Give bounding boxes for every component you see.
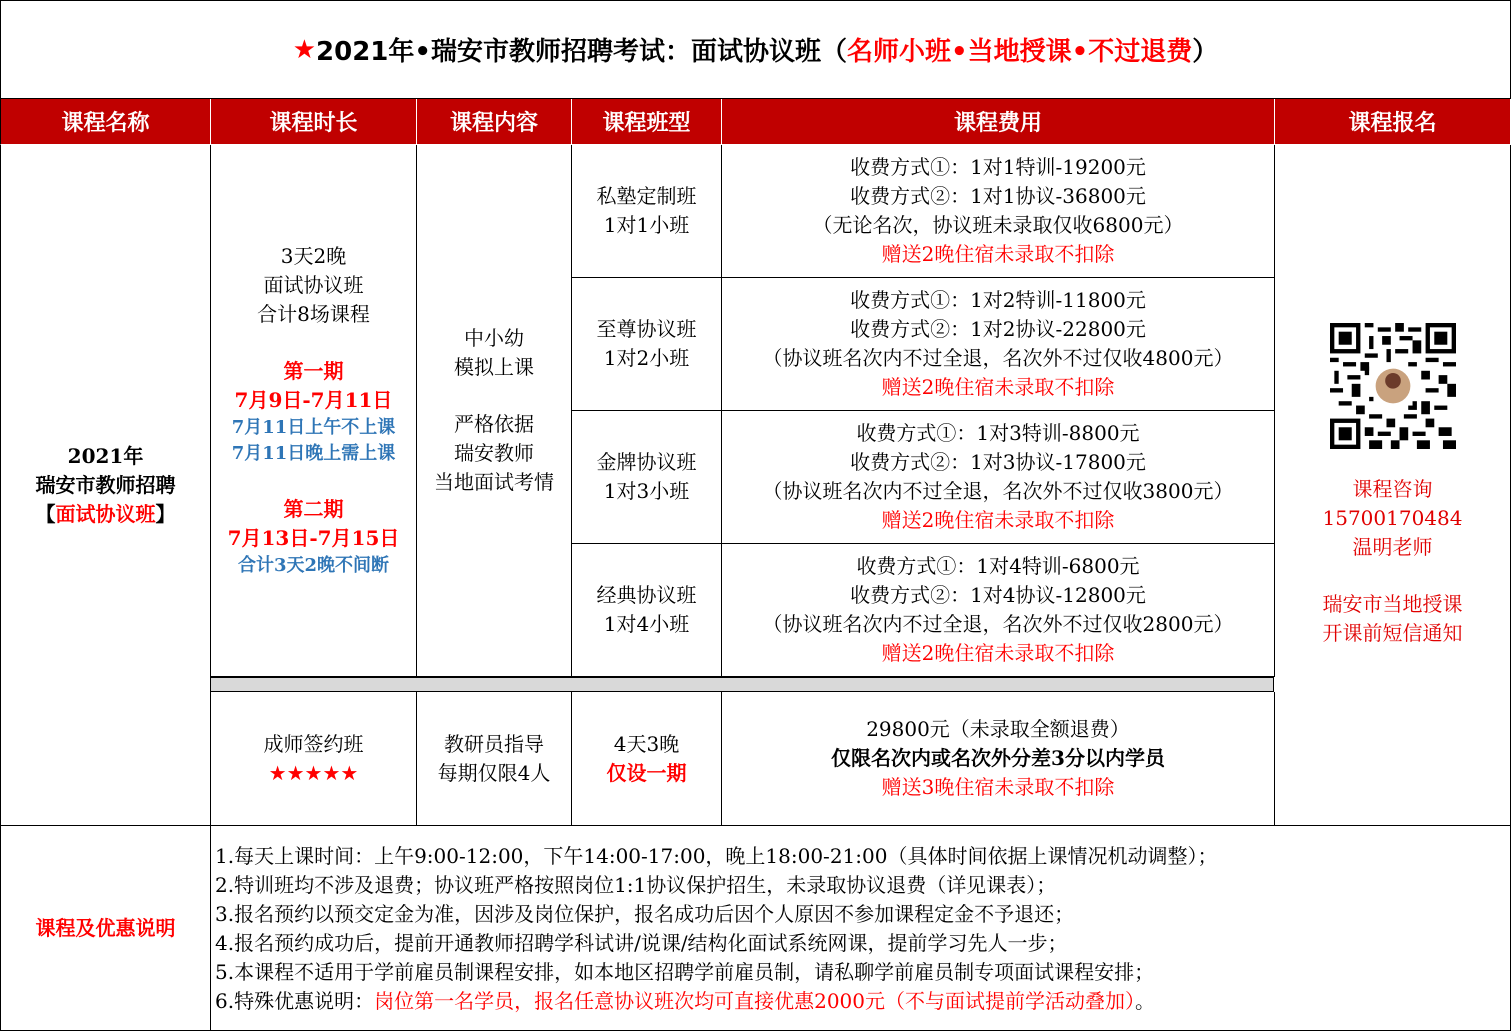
class-type-cell	[572, 544, 722, 677]
fee-option-2: 收费方式②：1对1协议-36800元	[850, 184, 1146, 208]
special-eligibility: 仅限名次内或名次外分差3分以内学员	[831, 746, 1165, 770]
note-item: 3.报名预约以预交定金为准，因涉及岗位保护，报名成功后因个人原因不参加课程定金不予退还；	[215, 902, 1075, 926]
fee-cell	[722, 544, 1275, 677]
special-type-cell	[572, 692, 722, 826]
fee-gift: 赠送2晚住宿未录取不扣除	[881, 641, 1115, 665]
course-title: 瑞安市教师招聘	[35, 472, 176, 497]
duration-line2: 面试协议班	[263, 273, 364, 297]
note-item: 6.特殊优惠说明：岗位第一名学员，报名任意协议班次均可直接优惠2000元（不与面试提前学活动叠加）。	[215, 989, 1155, 1013]
fee-option-1: 收费方式①：1对2特训-11800元	[850, 288, 1146, 312]
header-duration	[211, 99, 417, 145]
content-cell	[417, 145, 572, 677]
header-fee-label: 课程费用	[953, 111, 1042, 136]
fee-note: （协议班名次内不过全退，名次外不过仅收3800元）	[762, 479, 1234, 503]
phase1-note2: 7月11日晚上需上课	[231, 443, 396, 464]
title-close: ）	[1192, 37, 1219, 67]
special-fee-cell	[722, 692, 1275, 826]
fee-gift: 赠送2晚住宿未录取不扣除	[881, 508, 1115, 532]
class-type-cell	[572, 278, 722, 411]
special-content-cell	[417, 692, 572, 826]
course-year: 2021年	[67, 443, 144, 468]
fee-option-1: 收费方式①：1对3特训-8800元	[856, 421, 1140, 445]
special-fee: 29800元（未录取全额退费）	[866, 717, 1130, 741]
phase1-dates: 7月9日-7月11日	[234, 388, 393, 412]
phase1-title: 第一期	[283, 359, 344, 383]
class-name: 私塾定制班	[596, 184, 697, 208]
fee-gift: 赠送2晚住宿未录取不扣除	[881, 242, 1115, 266]
signup-sms: 开课前短信通知	[1322, 620, 1463, 645]
special-class-name: 成师签约班	[263, 731, 364, 756]
note-item: 4.报名预约成功后，提前开通教师招聘学科试讲/说课/结构化面试系统网课，提前学习先人一步；	[215, 931, 1068, 955]
course-type: 【面试协议班】	[35, 501, 176, 526]
content-line3: 严格依据	[454, 412, 534, 436]
content-line1: 中小幼	[464, 326, 524, 350]
special-content-2: 每期仅限4人	[437, 760, 551, 785]
fee-note: （无论名次，协议班未录取仅收6800元）	[812, 213, 1184, 237]
fee-option-2: 收费方式②：1对2协议-22800元	[850, 317, 1146, 341]
class-name: 经典协议班	[596, 583, 697, 607]
course-name-cell	[0, 145, 211, 826]
notes-label-cell	[0, 826, 211, 1031]
class-type-cell	[572, 411, 722, 544]
content-line4: 瑞安教师	[454, 441, 534, 465]
duration-cell	[211, 145, 417, 677]
fee-option-1: 收费方式①：1对1特训-19200元	[850, 155, 1146, 179]
header-signup	[1275, 99, 1511, 145]
special-gift: 赠送3晚住宿未录取不扣除	[881, 775, 1115, 799]
fee-cell	[722, 145, 1275, 278]
notes-list	[211, 826, 1511, 1031]
header-content-label: 课程内容	[449, 111, 538, 136]
header-class-type-label: 课程班型	[602, 111, 691, 136]
phase1-note1: 7月11日上午不上课	[231, 417, 396, 438]
class-name: 至尊协议班	[596, 317, 697, 341]
note-item: 5.本课程不适用于学前雇员制课程安排，如本地区招聘学前雇员制，请私聊学前雇员制专项面试课程安排；	[215, 960, 1155, 984]
duration-line3: 合计8场课程	[257, 302, 370, 326]
header-signup-label: 课程报名	[1348, 111, 1437, 136]
fee-option-2: 收费方式②：1对4协议-12800元	[850, 583, 1146, 607]
page-title	[0, 0, 1511, 99]
special-content-1: 教研员指导	[444, 731, 544, 756]
class-size: 1对4小班	[603, 612, 690, 636]
header-content	[417, 99, 572, 145]
header-course-name-label: 课程名称	[61, 111, 150, 136]
phase2-note: 合计3天2晚不间断	[237, 555, 390, 576]
signup-consult: 课程咨询	[1352, 476, 1433, 501]
fee-note: （协议班名次内不过全退，名次外不过仅收2800元）	[762, 612, 1234, 636]
signup-phone[interactable]: 15700170484	[1322, 505, 1463, 530]
special-duration: 4天3晚	[613, 731, 680, 756]
header-class-type	[572, 99, 722, 145]
fee-gift: 赠送2晚住宿未录取不扣除	[881, 375, 1115, 399]
row-separator	[211, 677, 1274, 692]
class-size: 1对1小班	[603, 213, 690, 237]
notes-label: 课程及优惠说明	[35, 915, 176, 940]
content-line2: 模拟上课	[454, 355, 534, 379]
signup-cell	[1275, 145, 1511, 826]
duration-line1: 3天2晚	[280, 244, 347, 268]
class-size: 1对3小班	[603, 479, 690, 503]
qr-code-icon[interactable]	[1330, 323, 1456, 449]
fee-note: （协议班名次内不过全退，名次外不过仅收4800元）	[762, 346, 1234, 370]
header-duration-label: 课程时长	[269, 111, 358, 136]
class-name: 金牌协议班	[596, 450, 697, 474]
phase2-dates: 7月13日-7月15日	[227, 526, 400, 550]
phase2-title: 第二期	[283, 497, 344, 521]
special-once: 仅设一期	[606, 760, 687, 785]
header-fee	[722, 99, 1275, 145]
note-item: 1.每天上课时间：上午9:00-12:00，下午14:00-17:00，晚上18:00-21:00（具体时间依据上课情况机动调整）；	[215, 844, 1218, 868]
fee-option-2: 收费方式②：1对3协议-17800元	[850, 450, 1146, 474]
header-course-name	[0, 99, 211, 145]
signup-local: 瑞安市当地授课	[1322, 591, 1463, 616]
fee-option-1: 收费方式①：1对4特训-6800元	[856, 554, 1140, 578]
class-size: 1对2小班	[603, 346, 690, 370]
title-highlight: 名师小班•当地授课•不过退费	[847, 37, 1193, 67]
note-item: 2.特训班均不涉及退费；协议班严格按照岗位1:1协议保护招生，未录取协议退费（详见课表）；	[215, 873, 1057, 897]
fee-cell	[722, 411, 1275, 544]
rating-stars-icon: ★★★★★	[268, 760, 359, 785]
signup-teacher: 温明老师	[1352, 534, 1433, 559]
star-icon: ★	[292, 34, 317, 65]
class-type-cell	[572, 145, 722, 278]
special-name-cell	[211, 692, 417, 826]
fee-cell	[722, 278, 1275, 411]
title-main: 2021年•瑞安市教师招聘考试：面试协议班（	[316, 37, 848, 67]
content-line5: 当地面试考情	[434, 470, 554, 494]
